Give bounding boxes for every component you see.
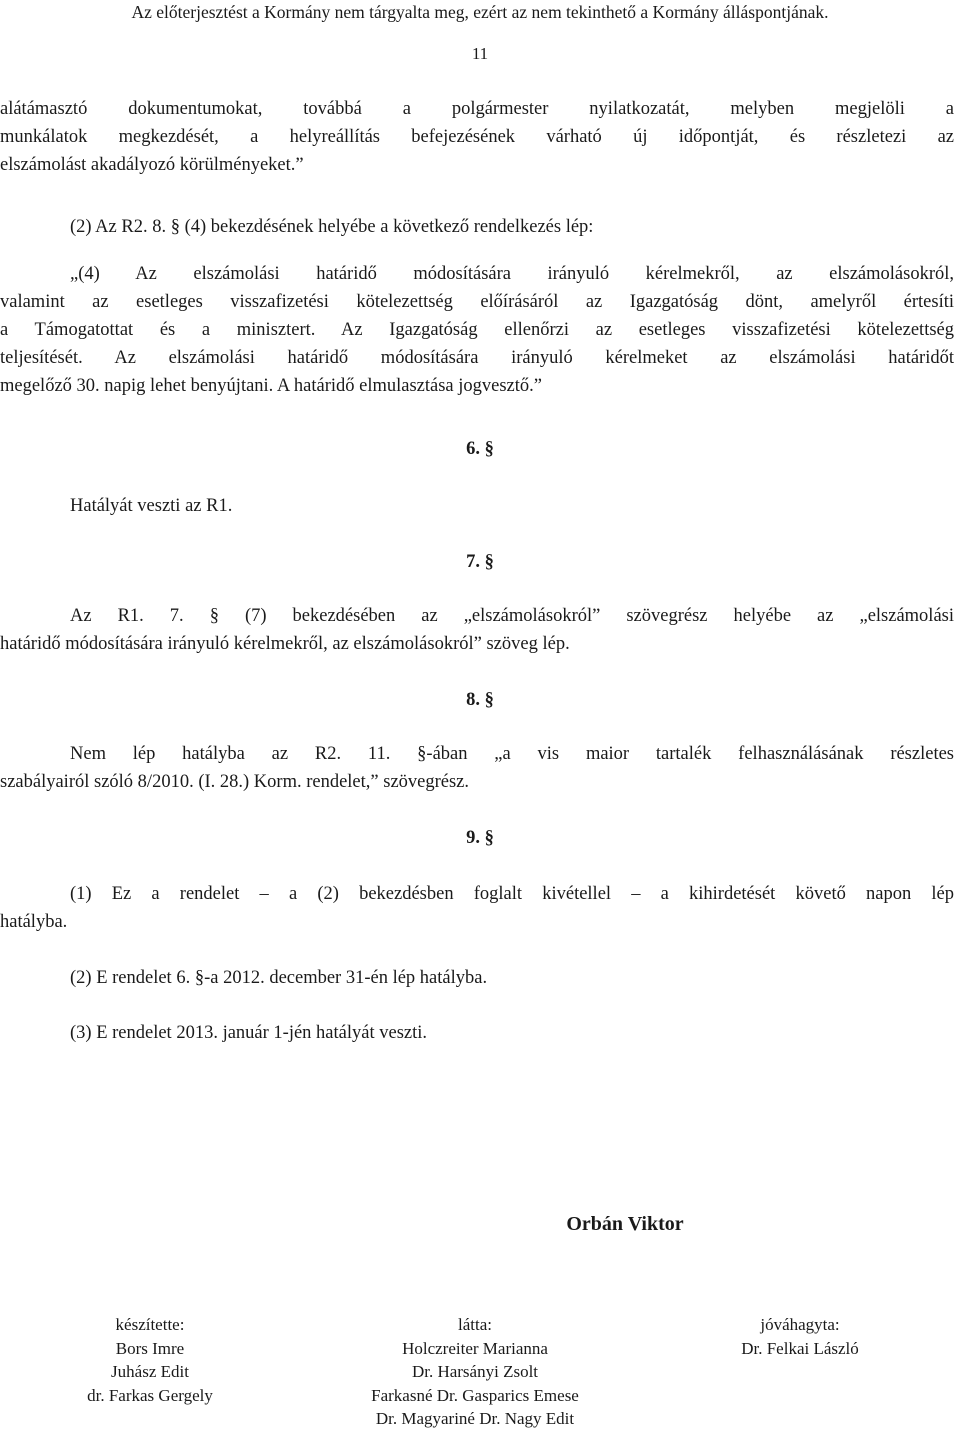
text-line: „(4) Az elszámolási határidő módosítására irányuló kérelmekről, az elszámolásokról, [70, 264, 954, 284]
footer-name: Farkasné Dr. Gasparics Emese [371, 1385, 579, 1405]
text-line: (1) Ez a rendelet – a (2) bekezdésben foglalt kivétellel – a kihirdetését követő napon lép [70, 884, 954, 904]
section-heading-9: 9. § [466, 828, 494, 848]
footer-name: Juhász Edit [111, 1362, 189, 1381]
text-line: alátámasztó dokumentumokat, továbbá a polgármester nyilatkozatát, melyben megjelöli a [0, 99, 954, 119]
paragraph-amendment-2: (2) Az R2. 8. § (4) bekezdésének helyébe a következő rendelkezés lép: [70, 217, 594, 237]
section-heading-6: 6. § [466, 439, 494, 459]
text-line: Nem lép hatályba az R2. 11. §-ában „a vis maior tartalék felhasználásának részletes [70, 744, 954, 764]
text-line: Az R1. 7. § (7) bekezdésében az „elszámolásokról” szövegrész helyébe az „elszámolási [70, 606, 954, 626]
section-9-paragraph-2: (2) E rendelet 6. §-a 2012. december 31-én lép hatályba. [70, 968, 488, 988]
footer-name: Dr. Felkai László [741, 1338, 859, 1358]
section-8-text [0, 740, 954, 796]
footer-name: Bors Imre [115, 1338, 185, 1358]
section-heading-8: 8. § [466, 690, 494, 710]
section-9-paragraph-3: (3) E rendelet 2013. január 1-jén hatályát veszti. [70, 1023, 428, 1043]
paragraph-continuation [0, 95, 954, 179]
section-7-text [0, 602, 954, 658]
text-line: valamint az esetleges visszafizetési kötelezettség előírásáról az Igazgatóság dönt, amelyről értesíti [0, 292, 954, 312]
text-line: teljesítését. Az elszámolási határidő módosítására irányuló kérelmeket az elszámolási határidőt [0, 348, 954, 368]
footer-seen-column [340, 1313, 610, 1431]
footer-name: Dr. Magyariné Dr. Nagy Edit [375, 1409, 575, 1428]
footer-prepared-column [80, 1313, 220, 1407]
quoted-provision [0, 260, 954, 400]
page-header-notice: Az előterjesztést a Kormány nem tárgyalta meg, ezért az nem tekinthető a Kormány álláspontjának. [131, 2, 829, 22]
footer-approved-column [720, 1313, 880, 1360]
text-line: hatályba. [0, 912, 68, 932]
page-number: 11 [471, 44, 489, 63]
section-9-paragraph-1 [0, 880, 954, 936]
text-line: szabályairól szóló 8/2010. (I. 28.) Korm. rendelet,” szövegrész. [0, 772, 470, 792]
footer-name: Holczreiter Marianna [402, 1338, 548, 1358]
footer-name: dr. Farkas Gergely [87, 1385, 213, 1405]
text-line: megelőző 30. napig lehet benyújtani. A határidő elmulasztása jogvesztő.” [0, 376, 542, 396]
footer-seen-label: látta: [458, 1315, 492, 1334]
footer-name: Dr. Harsányi Zsolt [411, 1362, 539, 1381]
section-heading-7: 7. § [466, 552, 494, 572]
section-6-text: Hatályát veszti az R1. [70, 496, 233, 516]
text-line: határidő módosítására irányuló kérelmekről, az elszámolásokról” szöveg lép. [0, 634, 570, 654]
text-line: elszámolást akadályozó körülményeket.” [0, 155, 304, 175]
footer-approved-label: jóváhagyta: [760, 1315, 840, 1334]
text-line: munkálatok megkezdését, a helyreállítás befejezésének várható új időpontját, és részletezi az [0, 127, 954, 147]
signatory-name: Orbán Viktor [566, 1213, 684, 1235]
footer-prepared-label: készítette: [115, 1315, 185, 1334]
text-line: a Támogatottat és a minisztert. Az Igazgatóság ellenőrzi az esetleges visszafizetési kötelezettség [0, 320, 954, 340]
